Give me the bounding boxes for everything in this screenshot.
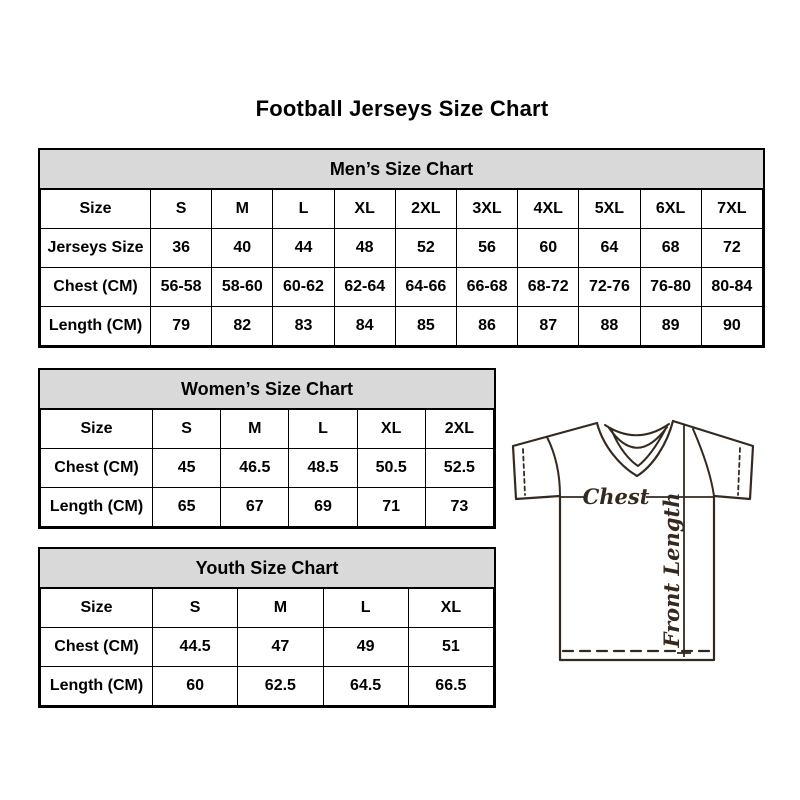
size-cell: 48	[334, 229, 395, 268]
size-cell: 4XL	[518, 190, 579, 229]
table-title: Men’s Size Chart	[40, 150, 763, 189]
size-cell: 71	[357, 488, 425, 527]
size-cell: M	[212, 190, 273, 229]
size-cell: 56	[456, 229, 517, 268]
size-cell: 36	[151, 229, 212, 268]
row-label: Length (CM)	[41, 667, 153, 706]
size-cell: XL	[408, 589, 493, 628]
size-cell: 80-84	[701, 268, 762, 307]
size-cell: S	[153, 589, 238, 628]
size-cell: 2XL	[425, 410, 493, 449]
size-cell: 68	[640, 229, 701, 268]
size-cell: 84	[334, 307, 395, 346]
row-label: Length (CM)	[41, 488, 153, 527]
size-cell: 58-60	[212, 268, 273, 307]
size-cell: 47	[238, 628, 323, 667]
womens-size-chart	[38, 368, 496, 529]
table-row	[41, 229, 763, 268]
size-table-grid	[40, 189, 763, 346]
table-row	[41, 449, 494, 488]
table-row	[41, 667, 494, 706]
table-row	[41, 190, 763, 229]
size-cell: 40	[212, 229, 273, 268]
size-cell: 3XL	[456, 190, 517, 229]
size-cell: 68-72	[518, 268, 579, 307]
size-cell: 6XL	[640, 190, 701, 229]
size-cell: 87	[518, 307, 579, 346]
size-cell: 64	[579, 229, 640, 268]
size-cell: 90	[701, 307, 762, 346]
size-cell: 83	[273, 307, 334, 346]
size-cell: 65	[153, 488, 221, 527]
size-table-grid	[40, 409, 494, 527]
measurement-lines	[560, 424, 714, 657]
size-cell: 44.5	[153, 628, 238, 667]
row-label: Size	[41, 410, 153, 449]
row-label: Chest (CM)	[41, 268, 151, 307]
size-cell: 72	[701, 229, 762, 268]
size-cell: 56-58	[151, 268, 212, 307]
size-cell: 76-80	[640, 268, 701, 307]
row-label: Length (CM)	[41, 307, 151, 346]
size-cell: 52	[395, 229, 456, 268]
size-cell: 45	[153, 449, 221, 488]
size-cell: 60	[153, 667, 238, 706]
table-row	[41, 268, 763, 307]
row-label: Chest (CM)	[41, 628, 153, 667]
mens-size-chart	[38, 148, 765, 348]
size-cell: 49	[323, 628, 408, 667]
size-cell: 46.5	[221, 449, 289, 488]
size-cell: 60	[518, 229, 579, 268]
table-row	[41, 488, 494, 527]
size-cell: 62.5	[238, 667, 323, 706]
size-cell: 51	[408, 628, 493, 667]
jersey-outline	[513, 421, 753, 660]
chest-label: Chest	[582, 484, 650, 509]
size-cell: XL	[334, 190, 395, 229]
size-cell: 60-62	[273, 268, 334, 307]
table-title: Youth Size Chart	[40, 549, 494, 588]
row-label: Size	[41, 589, 153, 628]
size-cell: 50.5	[357, 449, 425, 488]
size-cell: 66.5	[408, 667, 493, 706]
row-label: Size	[41, 190, 151, 229]
size-cell: 44	[273, 229, 334, 268]
size-cell: 62-64	[334, 268, 395, 307]
table-row	[41, 307, 763, 346]
size-cell: 73	[425, 488, 493, 527]
size-cell: 64.5	[323, 667, 408, 706]
row-label: Jerseys Size	[41, 229, 151, 268]
row-label: Chest (CM)	[41, 449, 153, 488]
size-cell: 69	[289, 488, 357, 527]
size-cell: 64-66	[395, 268, 456, 307]
size-cell: 86	[456, 307, 517, 346]
size-cell: XL	[357, 410, 425, 449]
size-cell: S	[153, 410, 221, 449]
size-cell: 85	[395, 307, 456, 346]
size-cell: 88	[579, 307, 640, 346]
size-cell: 79	[151, 307, 212, 346]
size-cell: 2XL	[395, 190, 456, 229]
page-title: Football Jerseys Size Chart	[255, 96, 549, 121]
table-row	[41, 628, 494, 667]
size-cell: L	[323, 589, 408, 628]
youth-size-chart	[38, 547, 496, 708]
size-cell: 52.5	[425, 449, 493, 488]
size-table-grid	[40, 588, 494, 706]
size-cell: L	[273, 190, 334, 229]
size-cell: 5XL	[579, 190, 640, 229]
size-cell: 67	[221, 488, 289, 527]
jersey-diagram	[500, 400, 770, 680]
size-cell: 7XL	[701, 190, 762, 229]
size-cell: 82	[212, 307, 273, 346]
size-cell: M	[238, 589, 323, 628]
table-row	[41, 410, 494, 449]
size-cell: S	[151, 190, 212, 229]
size-cell: 89	[640, 307, 701, 346]
size-cell: M	[221, 410, 289, 449]
size-cell: 72-76	[579, 268, 640, 307]
table-row	[41, 589, 494, 628]
size-cell: 66-68	[456, 268, 517, 307]
size-cell: 48.5	[289, 449, 357, 488]
table-title: Women’s Size Chart	[40, 370, 494, 409]
front-length-label: Front Length	[659, 492, 684, 648]
size-cell: L	[289, 410, 357, 449]
